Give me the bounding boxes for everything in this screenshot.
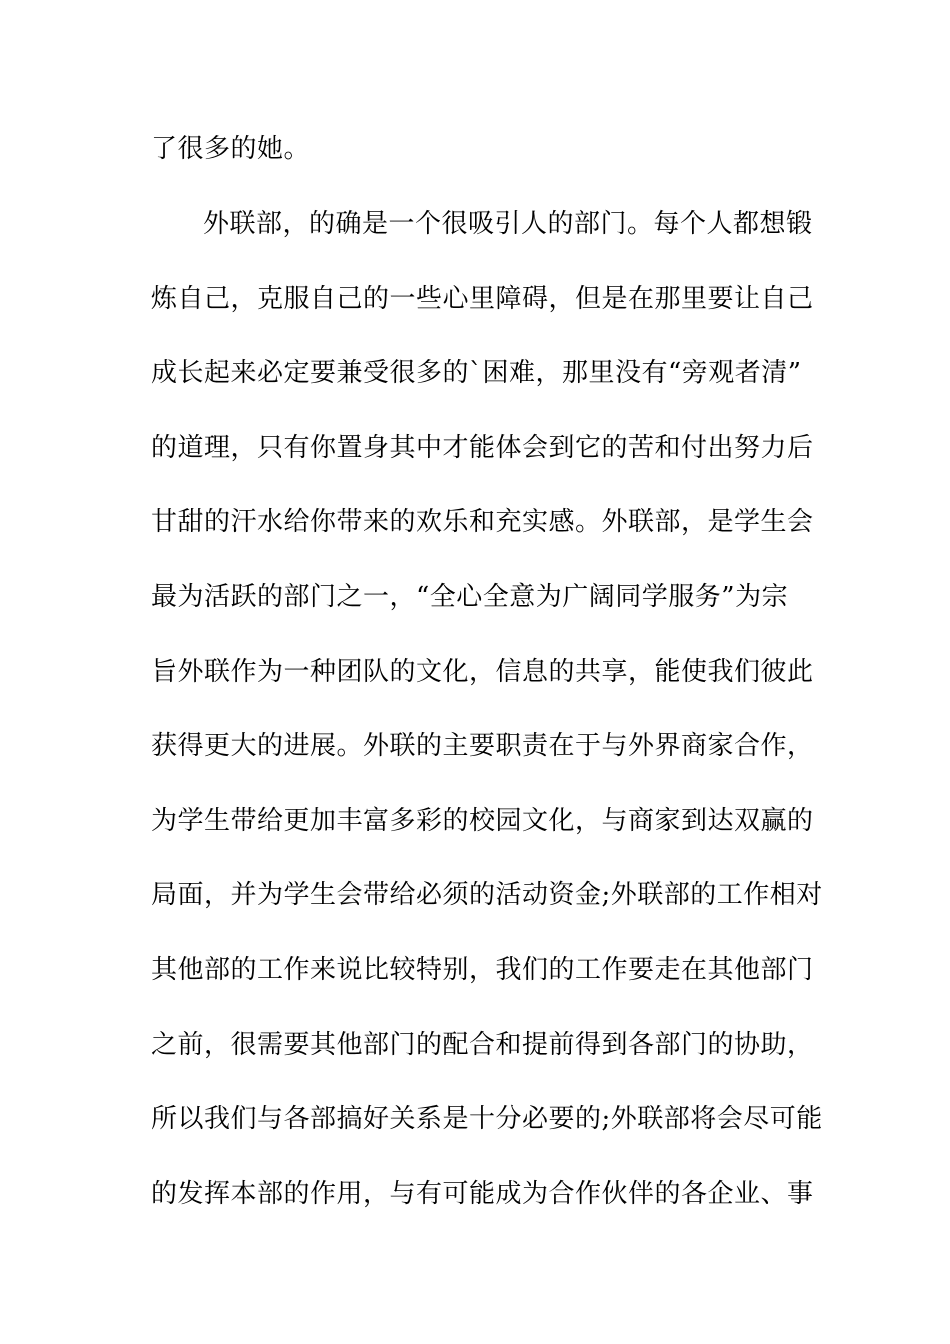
text-line: 旨外联作为一种团队的文化，信息的共享，能使我们彼此 — [151, 657, 814, 687]
text-line: 了很多的她。 — [151, 134, 311, 164]
text-line: 获得更大的进展。外联的主要职责在于与外界商家合作， — [151, 731, 814, 761]
text-line: 所以我们与各部搞好关系是十分必要的;外联部将会尽可能 — [151, 1104, 823, 1134]
text-line: 炼自己，克服自己的一些心里障碍，但是在那里要让自己 — [151, 284, 814, 314]
text-line: 局面，并为学生会带给必须的活动资金;外联部的工作相对 — [151, 880, 823, 910]
text-line: 最为活跃的部门之一，“全心全意为广阔同学服务”为宗 — [151, 582, 789, 612]
text-line: 成长起来必定要兼受很多的`困难，那里没有“旁观者清” — [151, 358, 802, 388]
text-line: 其他部的工作来说比较特别，我们的工作要走在其他部门 — [151, 955, 814, 985]
text-line: 为学生带给更加丰富多彩的校园文化，与商家到达双赢的 — [151, 806, 814, 836]
text-line: 之前，很需要其他部门的配合和提前得到各部门的协助， — [151, 1030, 814, 1060]
text-line: 的道理，只有你置身其中才能体会到它的苦和付出努力后 — [151, 433, 814, 463]
paragraph-first-line: 外联部，的确是一个很吸引人的部门。每个人都想锻 — [203, 209, 813, 239]
text-line: 甘甜的汗水给你带来的欢乐和充实感。外联部，是学生会 — [151, 507, 814, 537]
text-line: 的发挥本部的作用，与有可能成为合作伙伴的各企业、事 — [151, 1179, 814, 1209]
